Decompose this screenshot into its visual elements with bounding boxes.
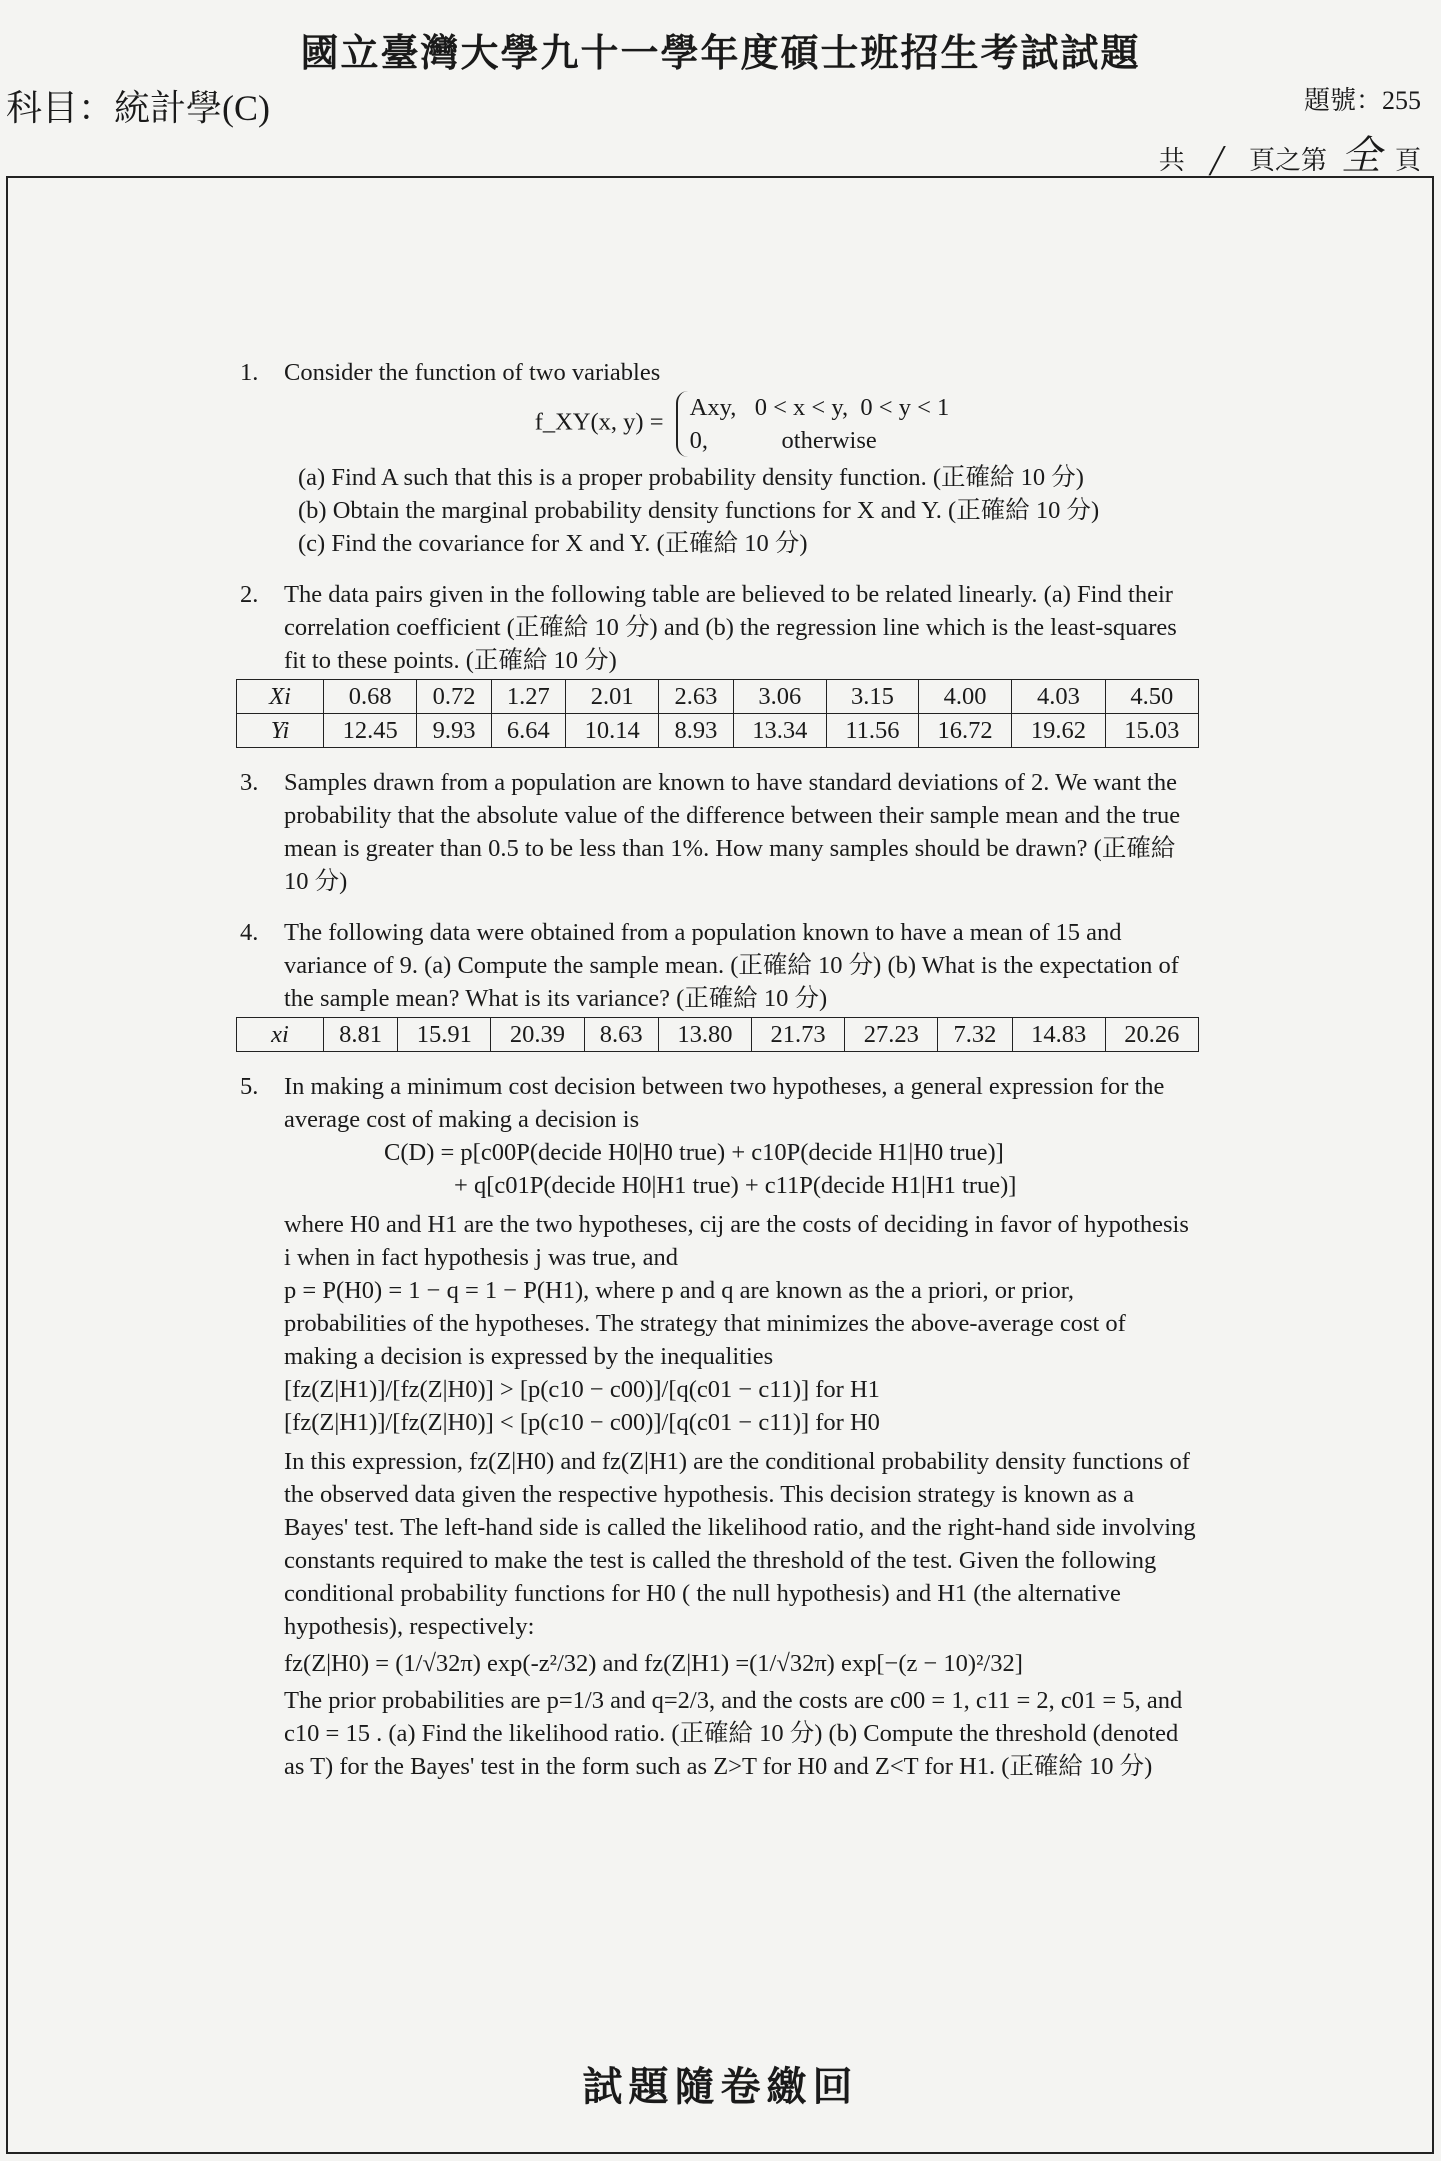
paragraph: The prior probabilities are p=1/3 and q=2/3, and the costs are c00 = 1, c11 = 2, c01 = 5, and c10 = 15 . (a) Find the likelihood ratio. (正確給 10 分) (b) Compute the threshold (denoted as T) for the Bayes' test in the form such as Z>T for H0 and Z<T for H1. (正確給 10 分) (284, 1687, 1183, 1780)
table-cell: 2.01 (565, 680, 658, 714)
table-cell: 16.72 (918, 714, 1011, 748)
part-a: (a) Find A such that this is a proper probability density function. (正確給 10 分) (298, 464, 1084, 491)
table-cell: 27.23 (845, 1018, 938, 1052)
table-cell: 4.03 (1012, 680, 1105, 714)
formula-case-2: 0, otherwise (689, 427, 877, 454)
table-cell: 11.56 (826, 714, 918, 748)
table-cell: 8.63 (584, 1018, 658, 1052)
exam-title: 國立臺灣大學九十一學年度碩士班招生考試試題 (300, 33, 1141, 75)
question-number: 5. (240, 1073, 259, 1100)
table-cell: 21.73 (751, 1018, 844, 1052)
row-label: xi (237, 1018, 324, 1052)
table-row (237, 1018, 1199, 1052)
exam-content (240, 356, 1200, 1801)
table-cell: 8.93 (659, 714, 733, 748)
table-cell: 15.91 (398, 1018, 491, 1052)
question-number: 2. (240, 581, 259, 608)
table-cell: 6.64 (491, 714, 565, 748)
question-text: The data pairs given in the following table are believed to be related linearly. (a) Find their correlation coefficient (正確給 10 分) and (b) the regression line which is the least-squares fit to these points. (正確給 10 分) (284, 581, 1177, 674)
part-b: (b) Obtain the marginal probability density functions for X and Y. (正確給 10 分) (298, 497, 1100, 524)
question-5 (240, 1070, 1200, 1783)
inequality-line-2: [fz(Z|H1)]/[fz(Z|H0)] < [p(c10 − c00)]/[q(c01 − c11)] for H0 (284, 1409, 880, 1436)
question-3 (240, 766, 1200, 898)
table-cell: 0.72 (417, 680, 491, 714)
table-cell: 4.00 (918, 680, 1011, 714)
pages-prefix: 共 (1158, 146, 1185, 175)
row-label: Xi (237, 680, 324, 714)
pages-slash: / (1206, 136, 1228, 185)
pdf-formula (284, 391, 1200, 457)
table-cell: 13.34 (733, 714, 826, 748)
question-number: 1. (240, 359, 259, 386)
question-code: 題號：255 (1303, 86, 1421, 115)
formula-lhs: f_XY(x, y) = (534, 408, 664, 436)
table-cell: 20.39 (491, 1018, 584, 1052)
table-cell: 1.27 (491, 680, 565, 714)
table-cell: 2.63 (659, 680, 733, 714)
cost-equation-line-2: + q[c01P(decide H0|H1 true) + c11P(decide H1|H1 true)] (454, 1172, 1017, 1199)
inequality-line-1: [fz(Z|H1)]/[fz(Z|H0)] > [p(c10 − c00)]/[q(c01 − c11)] for H1 (284, 1376, 880, 1403)
table-cell: 15.03 (1105, 714, 1198, 748)
table-cell: 20.26 (1105, 1018, 1198, 1052)
table-row (237, 680, 1199, 714)
table-cell: 3.15 (826, 680, 918, 714)
table-cell: 8.81 (324, 1018, 398, 1052)
question-4 (240, 916, 1200, 1015)
table-cell: 10.14 (565, 714, 658, 748)
question-text: Samples drawn from a population are known to have standard deviations of 2. We want the probability that the absolute value of the difference between their sample mean and the true mean is greater than 0.5 to be less than 1%. How many samples should be drawn? (正確給 10 分) (284, 769, 1181, 895)
table-cell: 13.80 (658, 1018, 751, 1052)
question-number: 3. (240, 769, 259, 796)
subject-label: 科目：統計學(C) (6, 88, 270, 128)
table-cell: 7.32 (938, 1018, 1012, 1052)
table-cell: 3.06 (733, 680, 826, 714)
table-cell: 0.68 (324, 680, 417, 714)
paragraph: p = P(H0) = 1 − q = 1 − P(H1), where p and q are known as the a priori, or prior, probabilities of the hypotheses. The strategy that minimizes the above-average cost of making a decision is expressed by the inequalities (284, 1277, 1126, 1370)
question-text: The following data were obtained from a population known to have a mean of 15 and variance of 9. (a) Compute the sample mean. (正確給 10 分) (b) What is the expectation of the sample mean? What is its variance? (正確給 10 分) (284, 919, 1179, 1012)
table-cell: 14.83 (1012, 1018, 1105, 1052)
xy-data-table (236, 679, 1199, 748)
table-cell: 19.62 (1012, 714, 1105, 748)
table-cell: 9.93 (417, 714, 491, 748)
paragraph: In this expression, fz(Z|H0) and fz(Z|H1) are the conditional probability density functions of the observed data given the respective hypothesis. This decision strategy is known as a Bayes' test. The left-hand side is called the likelihood ratio, and the right-hand side involving constants required to make the test is called the threshold of the test. Given the following conditional probability functions for H0 ( the null hypothesis) and H1 (the alternative hypothesis), respectively: (284, 1448, 1196, 1640)
question-1 (240, 356, 1200, 560)
cost-equation-line-1: C(D) = p[c00P(decide H0|H0 true) + c10P(decide H1|H0 true)] (384, 1139, 1004, 1166)
question-2 (240, 578, 1200, 677)
question-number: 4. (240, 919, 259, 946)
pages-suffix: 頁 (1394, 146, 1421, 175)
row-label: Yi (237, 714, 324, 748)
table-cell: 12.45 (324, 714, 417, 748)
part-c: (c) Find the covariance for X and Y. (正確給 10 分) (298, 530, 808, 557)
formula-cases (676, 391, 950, 457)
table-row (237, 714, 1199, 748)
pages-mid: 頁之第 (1248, 146, 1327, 175)
question-text: In making a minimum cost decision between two hypotheses, a general expression for the average cost of making a decision is (284, 1073, 1165, 1133)
table-cell: 4.50 (1105, 680, 1198, 714)
question-text: Consider the function of two variables (284, 359, 661, 386)
pages-all: 全 (1340, 133, 1381, 178)
sample-data-table (236, 1017, 1199, 1052)
formula-case-1: Axy, 0 < x < y, 0 < y < 1 (689, 394, 950, 421)
likelihood-equations: fz(Z|H0) = (1/√32π) exp(-z²/32) and fz(Z|H1) =(1/√32π) exp[−(z − 10)²/32] (284, 1650, 1023, 1677)
paragraph: where H0 and H1 are the two hypotheses, cij are the costs of deciding in favor of hypothesis i when in fact hypothesis j was true, and (284, 1211, 1189, 1271)
footer-note: 試題隨卷繳回 (582, 2064, 859, 2109)
